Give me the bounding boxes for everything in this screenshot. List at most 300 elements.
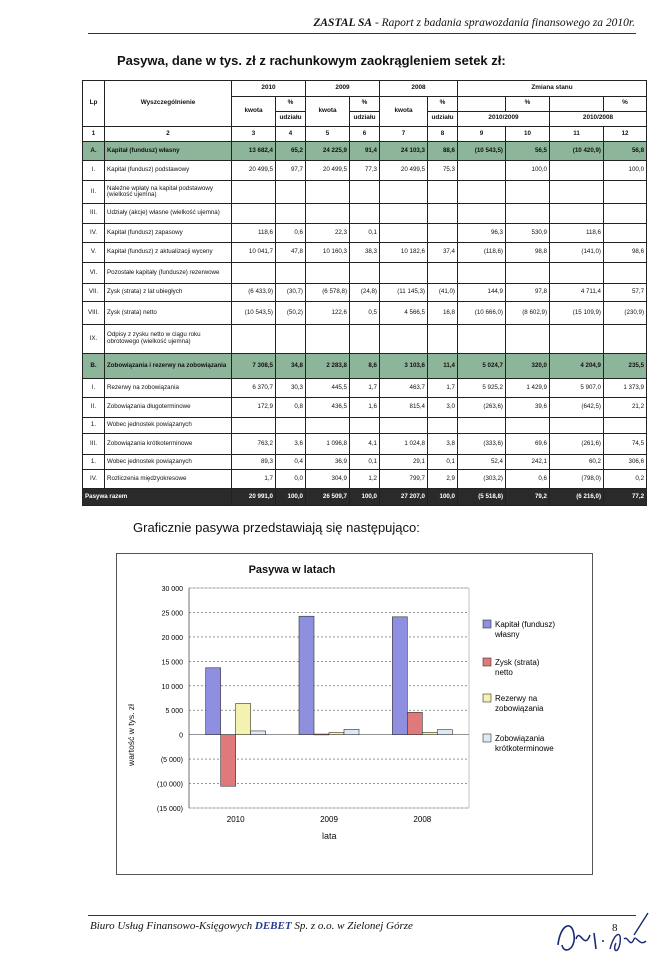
- row-name: Kapitał (fundusz) własny: [105, 142, 232, 160]
- header-pct: %: [350, 96, 380, 111]
- chart-title: Pasywa w latach: [248, 564, 336, 576]
- table-cell: 100,0: [506, 160, 550, 181]
- table-cell: (15 109,9): [550, 301, 604, 324]
- column-number: 9: [458, 126, 506, 142]
- row-name: Zobowiązania długoterminowe: [105, 397, 232, 418]
- bar: [221, 735, 236, 787]
- table-cell: 0,6: [276, 224, 306, 242]
- table-cell: 436,5: [306, 397, 350, 418]
- y-tick-label: (15 000): [156, 806, 183, 813]
- row-lp: 1.: [83, 418, 105, 434]
- table-cell: 1 429,9: [506, 379, 550, 397]
- column-number: 5: [306, 126, 350, 142]
- page-number: 8: [612, 922, 618, 934]
- table-cell: [506, 263, 550, 284]
- header-text: - Raport z badania sprawozdania finansowego za 2010r.: [372, 17, 635, 29]
- column-number: 2: [105, 126, 232, 142]
- table-cell: [604, 224, 647, 242]
- legend-label: Zysk (strata) netto: [495, 658, 540, 677]
- bar: [314, 734, 329, 735]
- table-cell: 4,1: [350, 434, 380, 455]
- row-name: Zysk (strata) netto: [105, 301, 232, 324]
- bar: [392, 617, 407, 735]
- table-cell: [380, 418, 428, 434]
- table-cell: [428, 324, 458, 354]
- table-cell: 0,8: [276, 397, 306, 418]
- row-lp: 1.: [83, 454, 105, 470]
- legend-swatch: [483, 734, 491, 742]
- x-tick-label: 2009: [320, 815, 338, 824]
- row-name: Zysk (strata) z lat ubiegłych: [105, 283, 232, 301]
- table-cell: 0,4: [276, 454, 306, 470]
- legend-swatch: [483, 620, 491, 628]
- bar: [251, 731, 266, 735]
- table-cell: 38,3: [350, 242, 380, 263]
- table-cell: 52,4: [458, 454, 506, 470]
- table-cell: 100,0: [428, 488, 458, 505]
- row-lp: I.: [83, 160, 105, 181]
- liabilities-table: [82, 80, 647, 506]
- column-number-row: [83, 126, 647, 142]
- table-cell: (24,8): [350, 283, 380, 301]
- table-cell: 1 024,8: [380, 434, 428, 455]
- table-cell: 56,8: [604, 142, 647, 160]
- table-cell: [506, 203, 550, 224]
- table-row: [83, 160, 647, 181]
- table-cell: [232, 203, 276, 224]
- header-share: udziału: [276, 111, 306, 126]
- table-row: [83, 454, 647, 470]
- y-tick-label: 0: [179, 732, 183, 740]
- header-period-2010-2009: 2010/2009: [458, 111, 550, 126]
- row-lp: VI.: [83, 263, 105, 284]
- table-cell: 24 225,9: [306, 142, 350, 160]
- row-name: Kapitał (fundusz) podstawowy: [105, 160, 232, 181]
- table-cell: 4 204,9: [550, 354, 604, 379]
- bar: [236, 704, 251, 735]
- table-row: [83, 470, 647, 488]
- table-row: [83, 418, 647, 434]
- section-title: Pasywa, dane w tys. zł z rachunkowym zaokrągleniem setek zł:: [117, 53, 506, 68]
- x-axis-label: lata: [322, 831, 337, 841]
- header-pct: [458, 96, 506, 111]
- table-cell: [306, 181, 350, 204]
- table-cell: 463,7: [380, 379, 428, 397]
- table-cell: 4 711,4: [550, 283, 604, 301]
- table-row: [83, 379, 647, 397]
- table-cell: 2 283,8: [306, 354, 350, 379]
- table-cell: [550, 203, 604, 224]
- chart-frame: [116, 553, 593, 875]
- row-name: Rezerwy na zobowiązania: [105, 379, 232, 397]
- table-cell: 20 991,0: [232, 488, 276, 505]
- table-cell: 60,2: [550, 454, 604, 470]
- y-tick-label: (10 000): [156, 781, 183, 789]
- table-cell: [232, 181, 276, 204]
- table-cell: [604, 263, 647, 284]
- footer: [90, 920, 413, 932]
- table-cell: [380, 224, 428, 242]
- table-cell: 20 499,5: [232, 160, 276, 181]
- footer-brand: DEBET: [254, 920, 292, 932]
- table-cell: 0,2: [604, 470, 647, 488]
- table-cell: [550, 324, 604, 354]
- row-lp: II.: [83, 397, 105, 418]
- row-name: Kapitał (fundusz) zapasowy: [105, 224, 232, 242]
- table-row: [83, 142, 647, 160]
- bar-chart: [117, 554, 592, 874]
- table-cell: [604, 324, 647, 354]
- table-row: [83, 224, 647, 242]
- table-cell: 5 925,2: [458, 379, 506, 397]
- table-cell: [428, 418, 458, 434]
- table-cell: [232, 263, 276, 284]
- table-cell: 91,4: [350, 142, 380, 160]
- header-amount: kwota: [380, 96, 428, 126]
- y-tick-label: 30 000: [161, 586, 183, 593]
- table-cell: 1,7: [350, 379, 380, 397]
- table-cell: (10 543,5): [458, 142, 506, 160]
- table-cell: 74,5: [604, 434, 647, 455]
- header-pct: %: [604, 96, 647, 111]
- legend-swatch: [483, 658, 491, 666]
- table-cell: [550, 263, 604, 284]
- row-name: Wobec jednostek powiązanych: [105, 418, 232, 434]
- row-lp: IV.: [83, 470, 105, 488]
- table-cell: 96,3: [458, 224, 506, 242]
- header-rule: [88, 33, 636, 34]
- row-name: Wobec jednostek powiązanych: [105, 454, 232, 470]
- table-cell: 24 103,3: [380, 142, 428, 160]
- table-cell: [604, 203, 647, 224]
- table-cell: 172,9: [232, 397, 276, 418]
- table-cell: (333,6): [458, 434, 506, 455]
- table-cell: [380, 324, 428, 354]
- column-number: 8: [428, 126, 458, 142]
- table-cell: [458, 160, 506, 181]
- header-amount: kwota: [232, 96, 276, 126]
- table-cell: [380, 203, 428, 224]
- column-number: 7: [380, 126, 428, 142]
- header-pct: %: [276, 96, 306, 111]
- table-cell: 20 499,5: [306, 160, 350, 181]
- table-body: [83, 81, 647, 506]
- table-cell: [276, 203, 306, 224]
- row-lp: A.: [83, 142, 105, 160]
- y-tick-label: 5 000: [165, 708, 183, 716]
- table-cell: [276, 418, 306, 434]
- table-cell: [458, 263, 506, 284]
- legend-label: Zobowiązania krótkoterminowe: [495, 734, 554, 753]
- table-cell: 304,9: [306, 470, 350, 488]
- table-cell: 6 370,7: [232, 379, 276, 397]
- row-lp: I.: [83, 379, 105, 397]
- row-lp: B.: [83, 354, 105, 379]
- table-cell: (261,6): [550, 434, 604, 455]
- table-cell: 235,5: [604, 354, 647, 379]
- table-cell: 56,5: [506, 142, 550, 160]
- table-cell: [550, 418, 604, 434]
- row-name: Odpisy z zysku netto w ciągu roku obrotowego (wielkość ujemna): [105, 324, 232, 354]
- table-cell: 0,1: [350, 454, 380, 470]
- column-number: 12: [604, 126, 647, 142]
- table-cell: 100,0: [604, 160, 647, 181]
- table-cell: 242,1: [506, 454, 550, 470]
- y-axis-label: wartość w tys. zł: [126, 704, 136, 766]
- table-cell: (230,9): [604, 301, 647, 324]
- footer-pre: Biuro Usług Finansowo-Księgowych: [90, 920, 255, 932]
- table-cell: [350, 324, 380, 354]
- table-cell: 69,6: [506, 434, 550, 455]
- table-cell: 1,2: [350, 470, 380, 488]
- table-cell: (798,0): [550, 470, 604, 488]
- table-cell: [350, 263, 380, 284]
- table-cell: (118,6): [458, 242, 506, 263]
- running-header: [305, 17, 635, 29]
- table-cell: (10 543,5): [232, 301, 276, 324]
- table-cell: (6 216,0): [550, 488, 604, 505]
- table-cell: 39,6: [506, 397, 550, 418]
- table-cell: 11,4: [428, 354, 458, 379]
- table-cell: 1 373,9: [604, 379, 647, 397]
- table-cell: 97,8: [506, 283, 550, 301]
- header-description: Wyszczególnienie: [105, 81, 232, 127]
- table-cell: [458, 418, 506, 434]
- legend-swatch: [483, 694, 491, 702]
- table-cell: [428, 203, 458, 224]
- header-lp: Lp: [83, 81, 105, 127]
- row-name: Rozliczenia międzyokresowe: [105, 470, 232, 488]
- table-cell: (41,0): [428, 283, 458, 301]
- table-cell: 21,2: [604, 397, 647, 418]
- row-lp: VIII.: [83, 301, 105, 324]
- table-cell: 8,6: [350, 354, 380, 379]
- bar: [407, 712, 422, 734]
- table-cell: (642,5): [550, 397, 604, 418]
- table-cell: 98,8: [506, 242, 550, 263]
- table-cell: 1,7: [232, 470, 276, 488]
- row-lp: IV.: [83, 224, 105, 242]
- table-row: [83, 301, 647, 324]
- legend-label: Rezerwy na zobowiązania: [495, 694, 544, 713]
- table-cell: 4 566,5: [380, 301, 428, 324]
- table-cell: 10 041,7: [232, 242, 276, 263]
- table-cell: [604, 181, 647, 204]
- header-company: ZASTAL SA: [313, 17, 373, 29]
- table-row: [83, 203, 647, 224]
- chart-intro: Graficznie pasywa przedstawiają się następująco:: [133, 520, 420, 535]
- table-cell: 88,6: [428, 142, 458, 160]
- table-cell: 26 509,7: [306, 488, 350, 505]
- row-name: Należne wpłaty na kapitał podstawowy (wielkość ujemna): [105, 181, 232, 204]
- table-cell: 20 499,5: [380, 160, 428, 181]
- table-row: [83, 488, 647, 505]
- row-name: Pasywa razem: [83, 488, 232, 505]
- table-cell: 118,6: [232, 224, 276, 242]
- row-name: Udziały (akcje) własne (wielkość ujemna): [105, 203, 232, 224]
- table-cell: 10 160,3: [306, 242, 350, 263]
- table-cell: [350, 203, 380, 224]
- row-name: Pozostałe kapitały (fundusze) rezerwowe: [105, 263, 232, 284]
- table-row: [83, 434, 647, 455]
- header-year-2010: 2010: [232, 81, 306, 97]
- table-cell: [306, 203, 350, 224]
- header-pct: %: [428, 96, 458, 111]
- table-cell: [506, 181, 550, 204]
- table-cell: [380, 263, 428, 284]
- table-cell: 7 308,5: [232, 354, 276, 379]
- row-lp: II.: [83, 181, 105, 204]
- column-number: 10: [506, 126, 550, 142]
- table-cell: 306,6: [604, 454, 647, 470]
- table-cell: 27 207,0: [380, 488, 428, 505]
- column-number: 6: [350, 126, 380, 142]
- table-cell: 97,7: [276, 160, 306, 181]
- table-cell: 34,8: [276, 354, 306, 379]
- row-lp: VII.: [83, 283, 105, 301]
- table-cell: [458, 324, 506, 354]
- table-cell: 98,6: [604, 242, 647, 263]
- y-tick-label: 25 000: [161, 610, 183, 618]
- table-cell: 77,3: [350, 160, 380, 181]
- table-row: [83, 354, 647, 379]
- header-amount: kwota: [306, 96, 350, 126]
- table-cell: 118,6: [550, 224, 604, 242]
- row-lp: IX.: [83, 324, 105, 354]
- y-tick-label: 15 000: [161, 659, 183, 667]
- table-cell: [232, 324, 276, 354]
- table-cell: 29,1: [380, 454, 428, 470]
- table-cell: (5 518,8): [458, 488, 506, 505]
- table-cell: 13 682,4: [232, 142, 276, 160]
- bar: [344, 729, 359, 734]
- header-pct: [550, 96, 604, 111]
- table-cell: 0,1: [428, 454, 458, 470]
- table-cell: 144,9: [458, 283, 506, 301]
- y-tick-label: 20 000: [161, 634, 183, 642]
- table-cell: (30,7): [276, 283, 306, 301]
- table-row: [83, 242, 647, 263]
- table-cell: [458, 203, 506, 224]
- bar: [299, 616, 314, 734]
- row-lp: III.: [83, 203, 105, 224]
- table-cell: (11 145,3): [380, 283, 428, 301]
- table-cell: 75,3: [428, 160, 458, 181]
- table-cell: 100,0: [276, 488, 306, 505]
- table-cell: 89,3: [232, 454, 276, 470]
- table-cell: [550, 160, 604, 181]
- y-tick-label: (5 000): [160, 757, 183, 765]
- table-cell: [428, 263, 458, 284]
- table-cell: (6 433,9): [232, 283, 276, 301]
- table-cell: 47,8: [276, 242, 306, 263]
- table-cell: 0,1: [350, 224, 380, 242]
- header-change: Zmiana stanu: [458, 81, 647, 97]
- footer-post: Sp. z o.o. w Zielonej Górze: [291, 920, 413, 932]
- table-cell: 65,2: [276, 142, 306, 160]
- table-cell: [350, 418, 380, 434]
- column-number: 11: [550, 126, 604, 142]
- table-cell: (8 602,9): [506, 301, 550, 324]
- table-cell: [506, 324, 550, 354]
- table-cell: (10 666,0): [458, 301, 506, 324]
- table-cell: 3 103,6: [380, 354, 428, 379]
- table-cell: 1,7: [428, 379, 458, 397]
- table-cell: 5 907,0: [550, 379, 604, 397]
- table-cell: [232, 418, 276, 434]
- table-cell: 3,6: [276, 434, 306, 455]
- header-pct: %: [506, 96, 550, 111]
- table-cell: [350, 181, 380, 204]
- table-cell: [604, 418, 647, 434]
- table-row: [83, 397, 647, 418]
- table-cell: 799,7: [380, 470, 428, 488]
- table-cell: 5 024,7: [458, 354, 506, 379]
- table-cell: 10 182,6: [380, 242, 428, 263]
- table-cell: 57,7: [604, 283, 647, 301]
- table-cell: 530,9: [506, 224, 550, 242]
- table-cell: 30,3: [276, 379, 306, 397]
- table-cell: 1 096,8: [306, 434, 350, 455]
- table-row: [83, 263, 647, 284]
- table-cell: 1,6: [350, 397, 380, 418]
- table-cell: [276, 181, 306, 204]
- row-name: Zobowiązania krótkoterminowe: [105, 434, 232, 455]
- table-cell: (263,6): [458, 397, 506, 418]
- bar: [437, 730, 452, 735]
- table-cell: 36,9: [306, 454, 350, 470]
- table-cell: 16,8: [428, 301, 458, 324]
- y-tick-label: 10 000: [161, 683, 183, 691]
- table-cell: [276, 263, 306, 284]
- table-cell: (303,2): [458, 470, 506, 488]
- table-cell: 320,0: [506, 354, 550, 379]
- table-cell: 77,2: [604, 488, 647, 505]
- row-lp: V.: [83, 242, 105, 263]
- handwritten-signature: [550, 905, 660, 965]
- table-cell: [306, 263, 350, 284]
- table-cell: (6 578,8): [306, 283, 350, 301]
- table-cell: [458, 181, 506, 204]
- table-cell: 0,5: [350, 301, 380, 324]
- table-cell: 37,4: [428, 242, 458, 263]
- table-cell: (50,2): [276, 301, 306, 324]
- table-cell: [428, 224, 458, 242]
- table-cell: [380, 181, 428, 204]
- table-cell: [276, 324, 306, 354]
- header-year-2008: 2008: [380, 81, 458, 97]
- table-cell: [306, 324, 350, 354]
- table-cell: 122,6: [306, 301, 350, 324]
- table-row: [83, 283, 647, 301]
- table-cell: [306, 418, 350, 434]
- table-cell: 3,8: [428, 434, 458, 455]
- header-share: udziału: [428, 111, 458, 126]
- column-number: 3: [232, 126, 276, 142]
- table-cell: (10 420,9): [550, 142, 604, 160]
- column-number: 4: [276, 126, 306, 142]
- table-cell: 0,6: [506, 470, 550, 488]
- header-share: udziału: [350, 111, 380, 126]
- table-cell: 445,5: [306, 379, 350, 397]
- bar: [206, 668, 221, 735]
- header-period-2010-2008: 2010/2008: [550, 111, 647, 126]
- table-cell: 100,0: [350, 488, 380, 505]
- bar: [422, 732, 437, 734]
- row-name: Kapitał (fundusz) z aktualizacji wyceny: [105, 242, 232, 263]
- table-cell: 0,0: [276, 470, 306, 488]
- table-cell: 815,4: [380, 397, 428, 418]
